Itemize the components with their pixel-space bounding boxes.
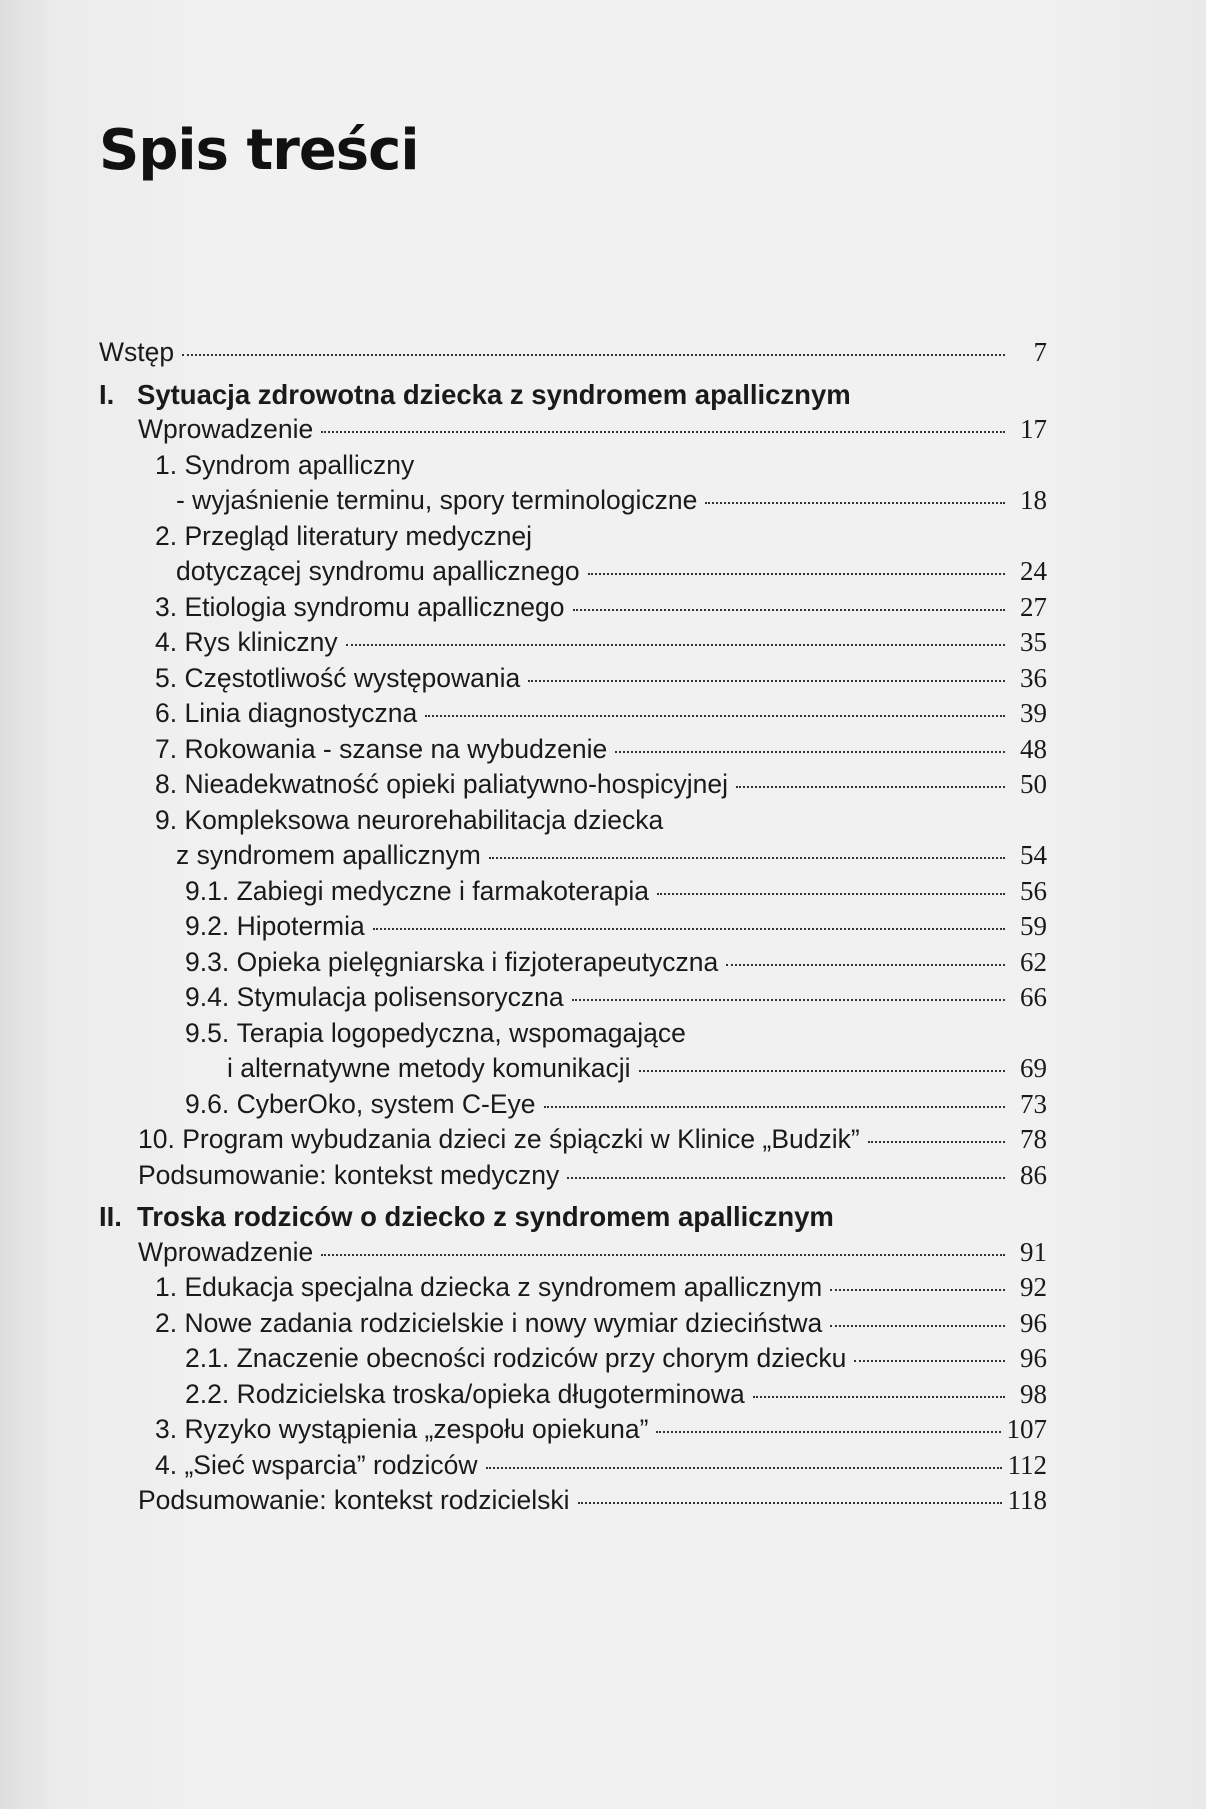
toc-entry: [99, 335, 1047, 371]
toc-entry: [99, 1235, 1047, 1271]
entry-page-number: 48: [1020, 733, 1047, 764]
entry-page-number: 96: [1020, 1343, 1047, 1373]
toc-part-heading: [99, 1199, 1047, 1235]
page-title: Spis treści: [99, 118, 419, 183]
entry-page-number: 86: [1020, 1159, 1047, 1190]
entry-label: Hipotermia: [236, 911, 365, 941]
entry-number: 8.: [155, 769, 185, 799]
toc-entry: [99, 1483, 1047, 1519]
entry-number: 6.: [155, 698, 185, 728]
entry-label: Rokowania - szanse na wybudzenie: [184, 733, 608, 764]
entry-page-number: 92: [1020, 1272, 1047, 1302]
leader-dots: [753, 1396, 1005, 1398]
leader-dots: [736, 786, 1005, 788]
leader-dots: [528, 680, 1005, 682]
entry-label: i alternatywne metody komunikacji: [227, 1053, 631, 1083]
entry-page-number: 36: [1020, 662, 1047, 693]
entry-page-number: 107: [1006, 1414, 1047, 1444]
entry-label: dotyczącej syndromu apallicznego: [176, 556, 580, 586]
leader-dots: [321, 431, 1005, 433]
toc-entry: [99, 483, 1047, 519]
entry-number: 1.: [155, 449, 185, 480]
entry-label: Kompleksowa neurorehabilitacja dziecka: [184, 804, 664, 835]
entry-page-number: 35: [1020, 627, 1047, 657]
toc-entry: [99, 1016, 1047, 1052]
entry-label: Syndrom apalliczny: [184, 449, 415, 480]
entry-label: z syndromem apallicznym: [176, 840, 481, 870]
leader-dots: [573, 609, 1005, 611]
toc-entry: [99, 1412, 1047, 1448]
entry-page-number: 50: [1020, 769, 1047, 799]
leader-dots: [578, 1502, 1002, 1504]
entry-number: 9.: [155, 804, 185, 835]
toc-entry: [99, 1377, 1047, 1413]
toc-entry: [99, 1158, 1047, 1194]
entry-number: 9.1.: [185, 875, 237, 906]
toc-entry: [99, 661, 1047, 697]
leader-dots: [657, 893, 1005, 895]
entry-label: Rys kliniczny: [184, 627, 338, 657]
toc-entry: [99, 838, 1047, 874]
entry-page-number: 59: [1020, 911, 1047, 941]
entry-number: 2.1.: [185, 1343, 237, 1373]
part-number: I.: [99, 378, 115, 410]
entry-label: Linia diagnostyczna: [184, 698, 418, 728]
entry-page-number: 96: [1020, 1307, 1047, 1338]
entry-number: 2.2.: [185, 1378, 237, 1409]
entry-page-number: 112: [1007, 1449, 1047, 1480]
leader-dots: [321, 1254, 1005, 1256]
entry-number: 9.5.: [185, 1017, 237, 1048]
leader-dots: [588, 573, 1005, 575]
leader-dots: [182, 354, 1005, 356]
toc-entry: [99, 625, 1047, 661]
entry-page-number: 69: [1020, 1053, 1047, 1083]
toc-entry: [99, 1270, 1047, 1306]
toc-entry: [99, 554, 1047, 590]
toc-entry: [99, 980, 1047, 1016]
leader-dots: [615, 751, 1005, 753]
entry-label: Edukacja specjalna dziecka z syndromem apallicznym: [184, 1272, 823, 1302]
entry-number: 9.3.: [185, 946, 237, 977]
entry-page-number: 24: [1020, 556, 1047, 586]
entry-number: 9.4.: [185, 982, 237, 1012]
entry-label: Przegląd literatury medycznej: [184, 520, 533, 551]
entry-label: Rodzicielska troska/opieka długoterminowa: [236, 1378, 745, 1409]
leader-dots: [572, 999, 1005, 1001]
entry-label: Ryzyko wystąpienia „zespołu opiekuna”: [184, 1414, 649, 1444]
entry-label: Opieka pielęgniarska i fizjoterapeutyczna: [236, 946, 719, 977]
entry-page-number: 27: [1020, 591, 1047, 622]
part-number: II.: [99, 1201, 122, 1232]
entry-number: 7.: [155, 733, 185, 764]
leader-dots: [346, 644, 1005, 646]
toc-entry: [99, 874, 1047, 910]
entry-label: - wyjaśnienie terminu, spory terminologiczne: [176, 485, 698, 515]
entry-number: 4.: [155, 1449, 185, 1480]
toc-entry: [99, 945, 1047, 981]
leader-dots: [830, 1289, 1005, 1291]
entry-label: „Sieć wsparcia” rodziców: [184, 1449, 478, 1480]
toc-entry: [99, 1341, 1047, 1377]
leader-dots: [726, 964, 1005, 966]
entry-page-number: 17: [1020, 414, 1047, 444]
entry-page-number: 91: [1020, 1236, 1047, 1267]
toc-entry: [99, 1122, 1047, 1158]
entry-page-number: 66: [1020, 982, 1047, 1012]
entry-number: 9.6.: [185, 1088, 237, 1119]
entry-page-number: 39: [1020, 698, 1047, 728]
entry-page-number: 62: [1020, 946, 1047, 977]
leader-dots: [544, 1106, 1005, 1108]
toc-entry: [99, 590, 1047, 626]
table-of-contents: [99, 335, 1047, 1519]
entry-number: 3.: [155, 591, 185, 622]
toc-entry: [99, 696, 1047, 732]
toc-entry: [99, 412, 1047, 448]
entry-page-number: 56: [1020, 875, 1047, 906]
entry-label: Podsumowanie: kontekst medyczny: [138, 1159, 560, 1190]
toc-entry: [99, 1087, 1047, 1123]
part-title: Troska rodziców o dziecko z syndromem apallicznym: [137, 1201, 834, 1232]
toc-entry: [99, 448, 1047, 484]
toc-entry: [99, 1051, 1047, 1087]
entry-label: Nowe zadania rodzicielskie i nowy wymiar dzieciństwa: [184, 1307, 823, 1338]
leader-dots: [373, 928, 1005, 930]
entry-number: 4.: [155, 627, 185, 657]
entry-label: Etiologia syndromu apallicznego: [184, 591, 565, 622]
entry-label: Znaczenie obecności rodziców przy chorym dziecku: [236, 1343, 847, 1373]
entry-page-number: 54: [1020, 840, 1047, 870]
entry-label: CyberOko, system C-Eye: [236, 1088, 536, 1119]
entry-page-number: 73: [1020, 1088, 1047, 1119]
entry-label: Wstęp: [99, 337, 175, 367]
leader-dots: [656, 1431, 1000, 1433]
leader-dots: [489, 857, 1005, 859]
leader-dots: [567, 1177, 1005, 1179]
toc-entry: [99, 1306, 1047, 1342]
leader-dots: [425, 715, 1005, 717]
entry-label: Terapia logopedyczna, wspomagające: [236, 1017, 686, 1048]
entry-page-number: 7: [1033, 337, 1047, 367]
entry-label: Podsumowanie: kontekst rodzicielski: [138, 1485, 570, 1515]
entry-page-number: 118: [1007, 1485, 1047, 1515]
entry-number: 2.: [155, 1307, 185, 1338]
entry-number: 3.: [155, 1414, 185, 1444]
leader-dots: [830, 1325, 1005, 1327]
entry-page-number: 18: [1020, 485, 1047, 515]
entry-page-number: 98: [1020, 1378, 1047, 1409]
entry-label: Nieadekwatność opieki paliatywno-hospicyjnej: [184, 769, 729, 799]
entry-number: 5.: [155, 662, 185, 693]
entry-label: Stymulacja polisensoryczna: [236, 982, 564, 1012]
toc-entry: [99, 909, 1047, 945]
entry-page-number: 78: [1020, 1124, 1047, 1154]
entry-label: Program wybudzania dzieci ze śpiączki w Klinice „Budzik”: [182, 1124, 860, 1154]
leader-dots: [705, 502, 1005, 504]
entry-number: 2.: [155, 520, 185, 551]
part-title: Sytuacja zdrowotna dziecka z syndromem apallicznym: [137, 378, 851, 410]
toc-entry: [99, 732, 1047, 768]
toc-entry: [99, 1448, 1047, 1484]
entry-label: Częstotliwość występowania: [184, 662, 521, 693]
toc-entry: [99, 519, 1047, 555]
leader-dots: [868, 1141, 1005, 1143]
toc-entry: [99, 767, 1047, 803]
entry-label: Wprowadzenie: [138, 1236, 314, 1267]
toc-entry: [99, 803, 1047, 839]
leader-dots: [486, 1467, 1002, 1469]
entry-number: 1.: [155, 1272, 185, 1302]
entry-label: Wprowadzenie: [138, 414, 314, 444]
entry-label: Zabiegi medyczne i farmakoterapia: [236, 875, 649, 906]
leader-dots: [639, 1070, 1005, 1072]
toc-part-heading: [99, 377, 1047, 413]
leader-dots: [854, 1360, 1005, 1362]
entry-number: 10.: [138, 1124, 183, 1154]
entry-number: 9.2.: [185, 911, 237, 941]
